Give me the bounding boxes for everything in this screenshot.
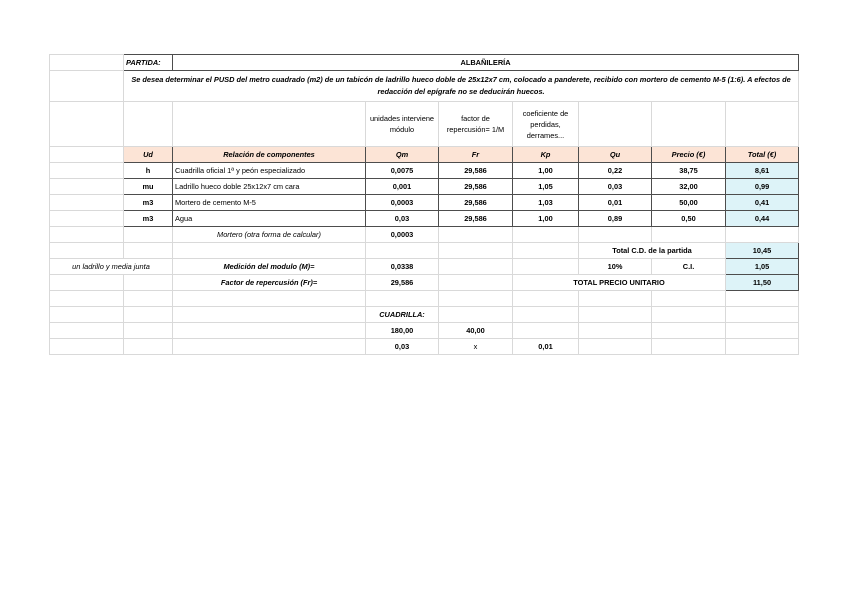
- cell-qm[interactable]: 0,0075: [366, 163, 439, 179]
- mortero-alt-label[interactable]: Mortero (otra forma de calcular): [173, 227, 366, 243]
- partida-title[interactable]: ALBAÑILERÍA: [173, 55, 799, 71]
- col-header-total[interactable]: Total (€): [726, 147, 799, 163]
- cell-precio[interactable]: 32,00: [652, 179, 726, 195]
- table-row: [50, 179, 799, 195]
- cuadrilla-label[interactable]: CUADRILLA:: [366, 307, 439, 323]
- subheader-kp[interactable]: coeficiente de perdidas, derrames...: [513, 102, 579, 147]
- partida-label[interactable]: PARTIDA:: [124, 55, 173, 71]
- total-precio-unitario-label[interactable]: TOTAL PRECIO UNITARIO: [513, 275, 726, 291]
- cell-kp[interactable]: 1,00: [513, 163, 579, 179]
- description-row: [50, 71, 799, 102]
- cell-precio[interactable]: 38,75: [652, 163, 726, 179]
- cell-kp[interactable]: 1,00: [513, 211, 579, 227]
- mortero-alt-value[interactable]: 0,0003: [366, 227, 439, 243]
- partida-row: [50, 55, 799, 71]
- factor-label[interactable]: Factor de repercusión (Fr)=: [173, 275, 366, 291]
- ci-percentage[interactable]: 10%: [579, 259, 652, 275]
- cuadrilla-value-3[interactable]: 0,03: [366, 339, 439, 355]
- cell-qu[interactable]: 0,22: [579, 163, 652, 179]
- col-header-fr[interactable]: Fr: [439, 147, 513, 163]
- cell-relacion[interactable]: Cuadrilla oficial 1ª y peón especializado: [173, 163, 366, 179]
- cell-fr[interactable]: 29,586: [439, 195, 513, 211]
- total-cd-label[interactable]: Total C.D. de la partida: [579, 243, 726, 259]
- cell-ud[interactable]: m3: [124, 211, 173, 227]
- ci-value[interactable]: 1,05: [726, 259, 799, 275]
- cell-fr[interactable]: 29,586: [439, 163, 513, 179]
- cell-precio[interactable]: 50,00: [652, 195, 726, 211]
- cell-total[interactable]: 0,99: [726, 179, 799, 195]
- cell-fr[interactable]: 29,586: [439, 211, 513, 227]
- empty-row: [50, 291, 799, 307]
- medicion-value[interactable]: 0,0338: [366, 259, 439, 275]
- col-header-relacion[interactable]: Relación de componentes: [173, 147, 366, 163]
- cell-ud[interactable]: mu: [124, 179, 173, 195]
- cell-qu[interactable]: 0,01: [579, 195, 652, 211]
- cell-ud[interactable]: m3: [124, 195, 173, 211]
- cuadrilla-calc-row: [50, 339, 799, 355]
- multiply-symbol[interactable]: x: [439, 339, 513, 355]
- cell-relacion[interactable]: Agua: [173, 211, 366, 227]
- cuadrilla-value-2[interactable]: 40,00: [439, 323, 513, 339]
- cell-total[interactable]: 0,41: [726, 195, 799, 211]
- cell-kp[interactable]: 1,03: [513, 195, 579, 211]
- factor-value[interactable]: 29,586: [366, 275, 439, 291]
- cell-precio[interactable]: 0,50: [652, 211, 726, 227]
- cell-relacion[interactable]: Mortero de cemento M-5: [173, 195, 366, 211]
- col-header-ud[interactable]: Ud: [124, 147, 173, 163]
- price-table: [49, 54, 799, 355]
- cuadrilla-row: [50, 307, 799, 323]
- subheader-fr[interactable]: factor de repercusión= 1/M: [439, 102, 513, 147]
- factor-row: [50, 275, 799, 291]
- cell-ud[interactable]: h: [124, 163, 173, 179]
- col-header-qu[interactable]: Qu: [579, 147, 652, 163]
- cell-qu[interactable]: 0,03: [579, 179, 652, 195]
- total-precio-unitario-value[interactable]: 11,50: [726, 275, 799, 291]
- cell-relacion[interactable]: Ladrillo hueco doble 25x12x7 cm cara: [173, 179, 366, 195]
- cell-qu[interactable]: 0,89: [579, 211, 652, 227]
- table-row: [50, 211, 799, 227]
- total-cd-row: [50, 243, 799, 259]
- table-row: [50, 195, 799, 211]
- subheader-row: [50, 102, 799, 147]
- col-header-kp[interactable]: Kp: [513, 147, 579, 163]
- col-header-qm[interactable]: Qm: [366, 147, 439, 163]
- medicion-label[interactable]: Medición del modulo (M)=: [173, 259, 366, 275]
- cuadrilla-values-row: [50, 323, 799, 339]
- cell-qm[interactable]: 0,0003: [366, 195, 439, 211]
- table-row: [50, 163, 799, 179]
- total-cd-value[interactable]: 10,45: [726, 243, 799, 259]
- subheader-qm[interactable]: unidades interviene módulo: [366, 102, 439, 147]
- mortero-alt-row: [50, 227, 799, 243]
- ci-label[interactable]: C.I.: [652, 259, 726, 275]
- cell-kp[interactable]: 1,05: [513, 179, 579, 195]
- medicion-row: [50, 259, 799, 275]
- cell-fr[interactable]: 29,586: [439, 179, 513, 195]
- cuadrilla-value-4[interactable]: 0,01: [513, 339, 579, 355]
- cell-qm[interactable]: 0,001: [366, 179, 439, 195]
- column-header-row: [50, 147, 799, 163]
- col-header-precio[interactable]: Precio (€): [652, 147, 726, 163]
- cuadrilla-value-1[interactable]: 180,00: [366, 323, 439, 339]
- cell-total[interactable]: 0,44: [726, 211, 799, 227]
- medicion-side-note[interactable]: un ladrillo y media junta: [50, 259, 173, 275]
- spreadsheet: [49, 54, 798, 355]
- cell-qm[interactable]: 0,03: [366, 211, 439, 227]
- description-cell[interactable]: Se desea determinar el PUSD del metro cuadrado (m2) de un tabicón de ladrillo hueco doble de 25x12x7 cm, colocado a panderete, recibido con mortero de cemento M-5 (1:6). A efectos de redacción del epígrafe no se deducirán huecos.: [124, 71, 799, 102]
- cell-total[interactable]: 8,61: [726, 163, 799, 179]
